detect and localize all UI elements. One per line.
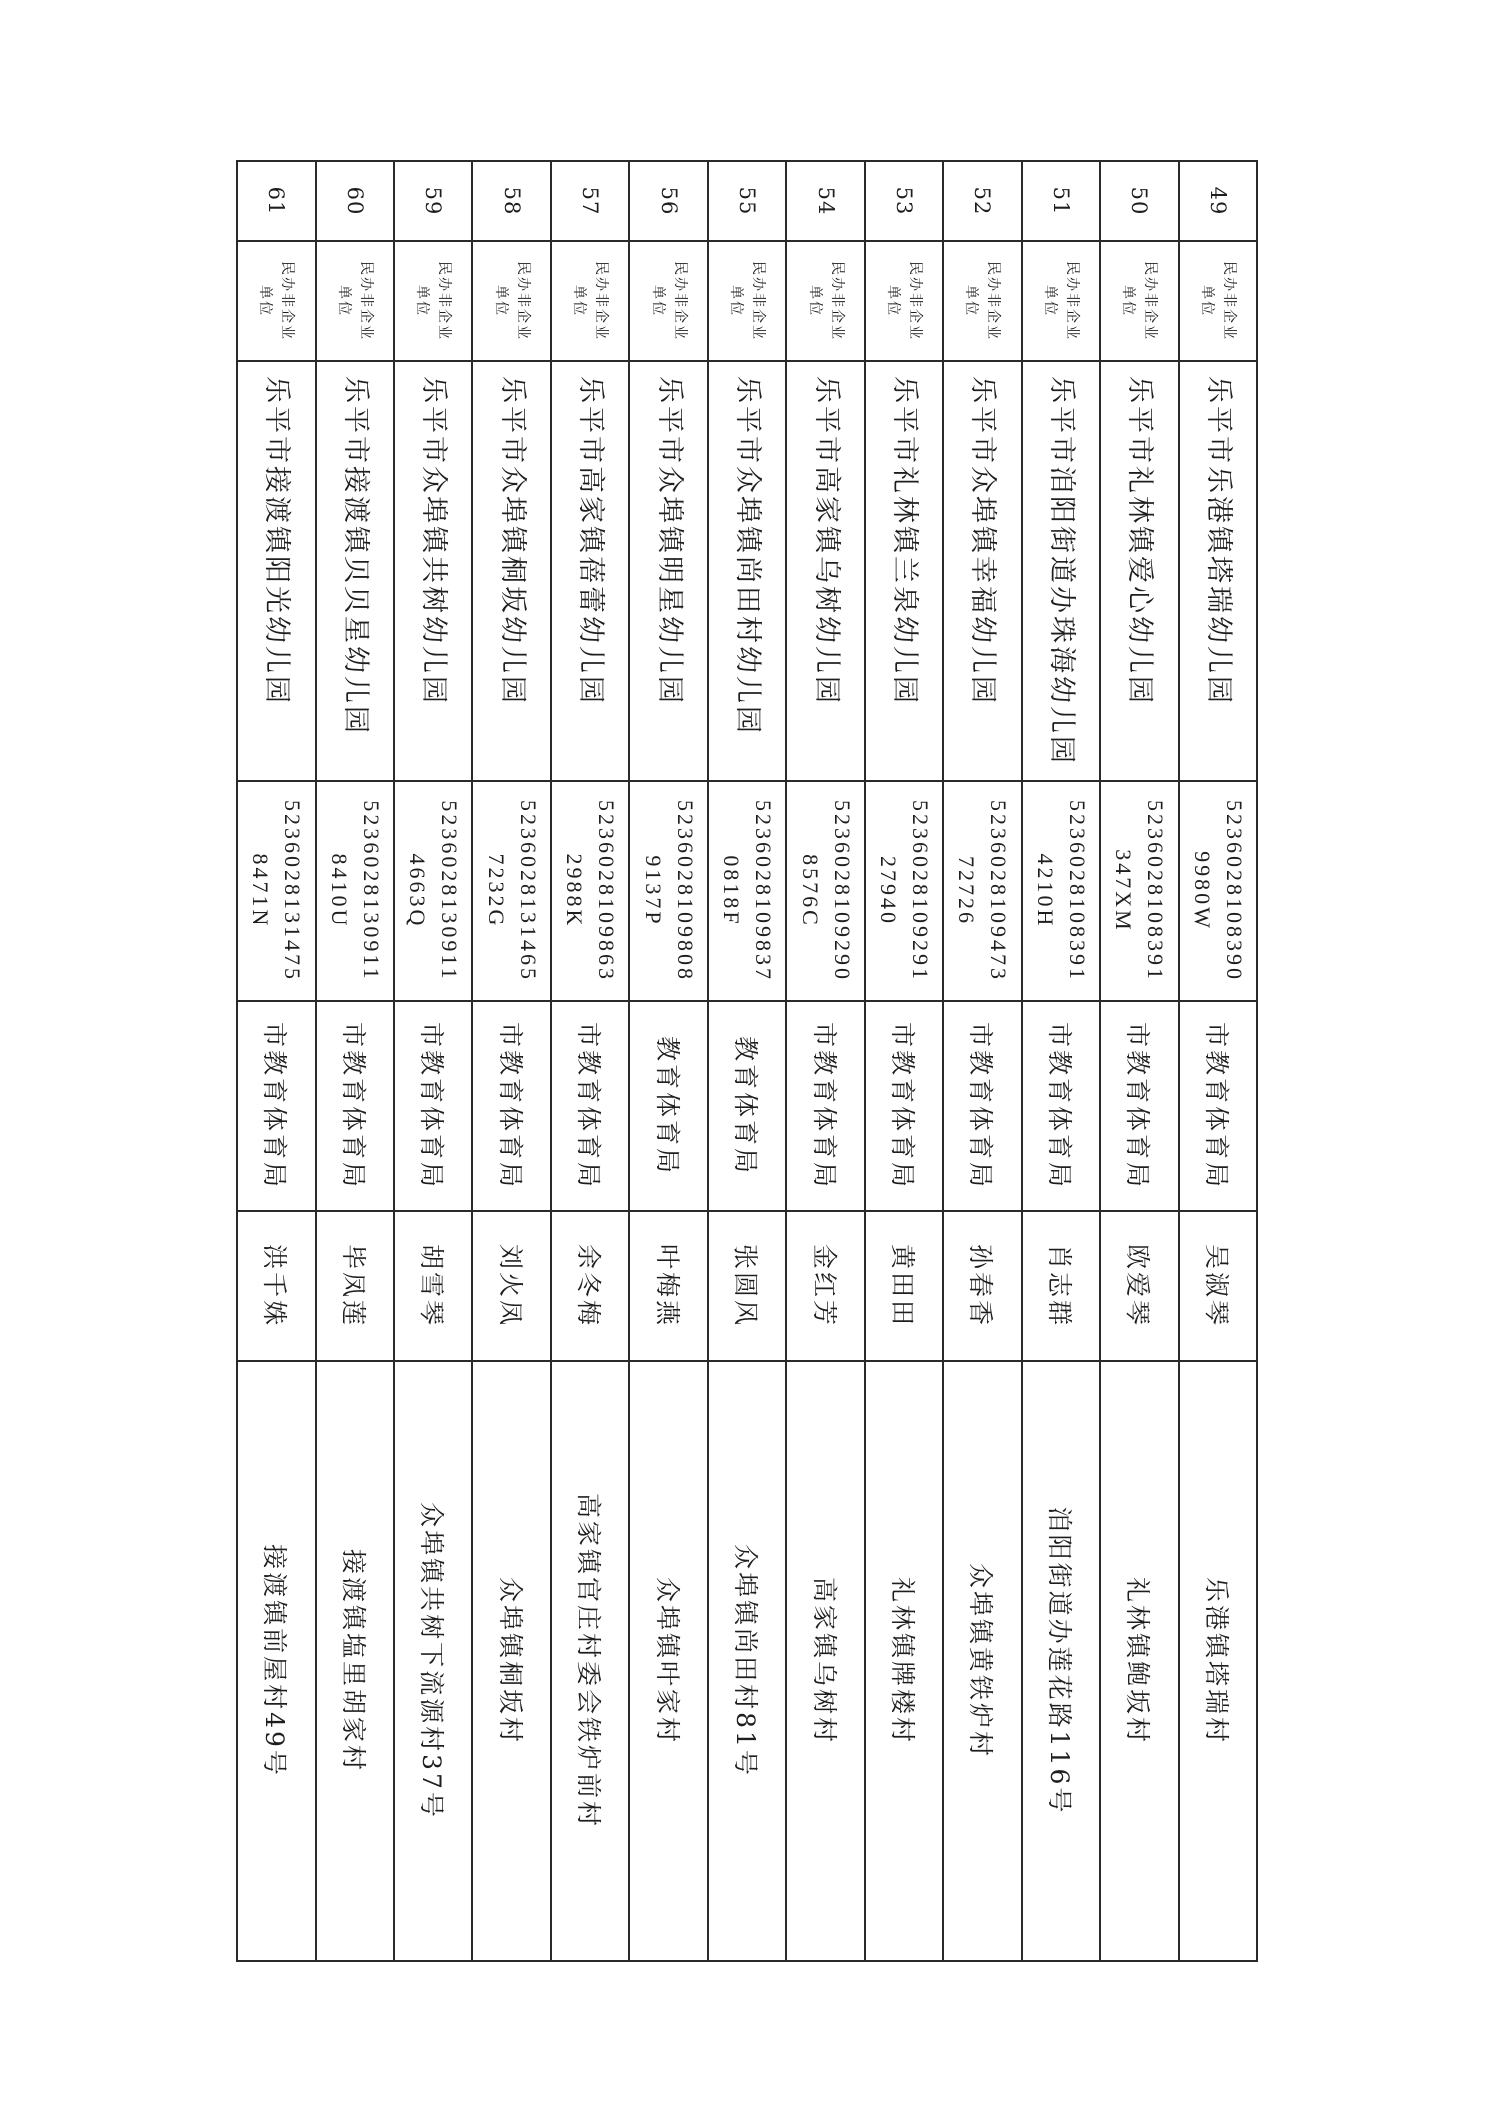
address: 众埠镇叶家村 (629, 1361, 707, 1961)
table-body (237, 161, 1257, 1961)
row-number: 61 (237, 161, 316, 241)
row-number: 50 (1100, 161, 1178, 241)
supervising-dept: 市教育体育局 (316, 1001, 394, 1211)
table-row (1179, 161, 1257, 1961)
legal-representative: 吴淑琴 (1179, 1211, 1257, 1361)
org-type: 民办非企业单位 (237, 241, 316, 361)
org-type: 民办非企业单位 (629, 241, 707, 361)
org-name: 乐平市乐港镇塔瑞幼儿园 (1179, 361, 1257, 781)
registration-table (236, 160, 1258, 1962)
table-row (943, 161, 1021, 1961)
row-number: 53 (865, 161, 943, 241)
org-type: 民办非企业单位 (1022, 241, 1100, 361)
org-name: 乐平市洎阳街道办珠海幼儿园 (1022, 361, 1100, 781)
credit-code: 52360281314758​471N (237, 781, 316, 1001)
row-number: 56 (629, 161, 707, 241)
table-row (237, 161, 316, 1961)
credit-code: 52360281098089​137P (629, 781, 707, 1001)
row-number: 59 (394, 161, 472, 241)
address: 礼林镇鲍坂村 (1100, 1361, 1178, 1961)
org-name: 乐平市众埠镇桐坂幼儿园 (472, 361, 550, 781)
org-name: 乐平市高家镇蓓蕾幼儿园 (551, 361, 629, 781)
credit-code: 52360281083914​210H (1022, 781, 1100, 1001)
address: 乐港镇塔瑞村 (1179, 1361, 1257, 1961)
credit-code: 52360281309114​663Q (394, 781, 472, 1001)
address: 高家镇官庄村委会铁炉前村 (551, 1361, 629, 1961)
row-number: 49 (1179, 161, 1257, 241)
org-name: 乐平市接渡镇阳光幼儿园 (237, 361, 316, 781)
supervising-dept: 教育体育局 (708, 1001, 786, 1211)
supervising-dept: 市教育体育局 (1100, 1001, 1178, 1211)
org-name: 乐平市众埠镇共树幼儿园 (394, 361, 472, 781)
address: 高家镇乌树村 (786, 1361, 864, 1961)
org-name: 乐平市众埠镇幸福幼儿园 (943, 361, 1021, 781)
supervising-dept: 市教育体育局 (237, 1001, 316, 1211)
row-number: 52 (943, 161, 1021, 241)
table-row (708, 161, 786, 1961)
org-type: 民办非企业单位 (551, 241, 629, 361)
legal-representative: 欧爱琴 (1100, 1211, 1178, 1361)
credit-code: 52360281098632​988K (551, 781, 629, 1001)
table-row (786, 161, 864, 1961)
legal-representative: 刘火凤 (472, 1211, 550, 1361)
credit-code: 52360281309118​410U (316, 781, 394, 1001)
org-name: 乐平市礼林镇兰泉幼儿园 (865, 361, 943, 781)
legal-representative: 毕凤莲 (316, 1211, 394, 1361)
credit-code: 52360281098370​818F (708, 781, 786, 1001)
credit-code: 52360281092912​7940 (865, 781, 943, 1001)
org-type: 民办非企业单位 (472, 241, 550, 361)
org-type: 民办非企业单位 (394, 241, 472, 361)
org-type: 民办非企业单位 (316, 241, 394, 361)
table-row (865, 161, 943, 1961)
org-type: 民办非企业单位 (943, 241, 1021, 361)
row-number: 60 (316, 161, 394, 241)
supervising-dept: 市教育体育局 (472, 1001, 550, 1211)
supervising-dept: 市教育体育局 (1022, 1001, 1100, 1211)
address: 接渡镇塩里胡家村 (316, 1361, 394, 1961)
row-number: 55 (708, 161, 786, 241)
org-name: 乐平市众埠镇明星幼儿园 (629, 361, 707, 781)
credit-code: 523602810839099​80W (1179, 781, 1257, 1001)
org-type: 民办非企业单位 (865, 241, 943, 361)
supervising-dept: 市教育体育局 (394, 1001, 472, 1211)
rotated-table-wrapper (236, 160, 1258, 1960)
legal-representative: 余冬梅 (551, 1211, 629, 1361)
row-number: 58 (472, 161, 550, 241)
credit-code: 52360281092908​576C (786, 781, 864, 1001)
credit-code: 52360281083913​47XM (1100, 781, 1178, 1001)
legal-representative: 肖志群 (1022, 1211, 1100, 1361)
table-row (472, 161, 550, 1961)
org-name: 乐平市接渡镇贝贝星幼儿园 (316, 361, 394, 781)
legal-representative: 黄田田 (865, 1211, 943, 1361)
org-type: 民办非企业单位 (708, 241, 786, 361)
org-name: 乐平市礼林镇爱心幼儿园 (1100, 361, 1178, 781)
supervising-dept: 市教育体育局 (865, 1001, 943, 1211)
credit-code: 52360281314657​232G (472, 781, 550, 1001)
table-row (1100, 161, 1178, 1961)
table-row (1022, 161, 1100, 1961)
legal-representative: 金红芳 (786, 1211, 864, 1361)
supervising-dept: 教育体育局 (629, 1001, 707, 1211)
table-row (629, 161, 707, 1961)
org-type: 民办非企业单位 (1179, 241, 1257, 361)
supervising-dept: 市教育体育局 (551, 1001, 629, 1211)
legal-representative: 孙春香 (943, 1211, 1021, 1361)
org-name: 乐平市高家镇乌树幼儿园 (786, 361, 864, 781)
legal-representative: 张圆风 (708, 1211, 786, 1361)
row-number: 51 (1022, 161, 1100, 241)
legal-representative: 胡雪琴 (394, 1211, 472, 1361)
table-row (316, 161, 394, 1961)
row-number: 54 (786, 161, 864, 241)
legal-representative: 叶梅燕 (629, 1211, 707, 1361)
address: 洎阳街道办莲花路116号 (1022, 1361, 1100, 1961)
org-type: 民办非企业单位 (1100, 241, 1178, 361)
row-number: 57 (551, 161, 629, 241)
table-row (394, 161, 472, 1961)
address: 众埠镇尚田村81号 (708, 1361, 786, 1961)
table-row (551, 161, 629, 1961)
supervising-dept: 市教育体育局 (1179, 1001, 1257, 1211)
legal-representative: 洪千姝 (237, 1211, 316, 1361)
address: 礼林镇牌楼村 (865, 1361, 943, 1961)
address: 众埠镇共树下流源村37号 (394, 1361, 472, 1961)
org-type: 民办非企业单位 (786, 241, 864, 361)
supervising-dept: 市教育体育局 (943, 1001, 1021, 1211)
org-name: 乐平市众埠镇尚田村幼儿园 (708, 361, 786, 781)
address: 接渡镇前屋村49号 (237, 1361, 316, 1961)
address: 众埠镇黄铁炉村 (943, 1361, 1021, 1961)
supervising-dept: 市教育体育局 (786, 1001, 864, 1211)
address: 众埠镇桐坂村 (472, 1361, 550, 1961)
credit-code: 52360281094737​2726 (943, 781, 1021, 1001)
